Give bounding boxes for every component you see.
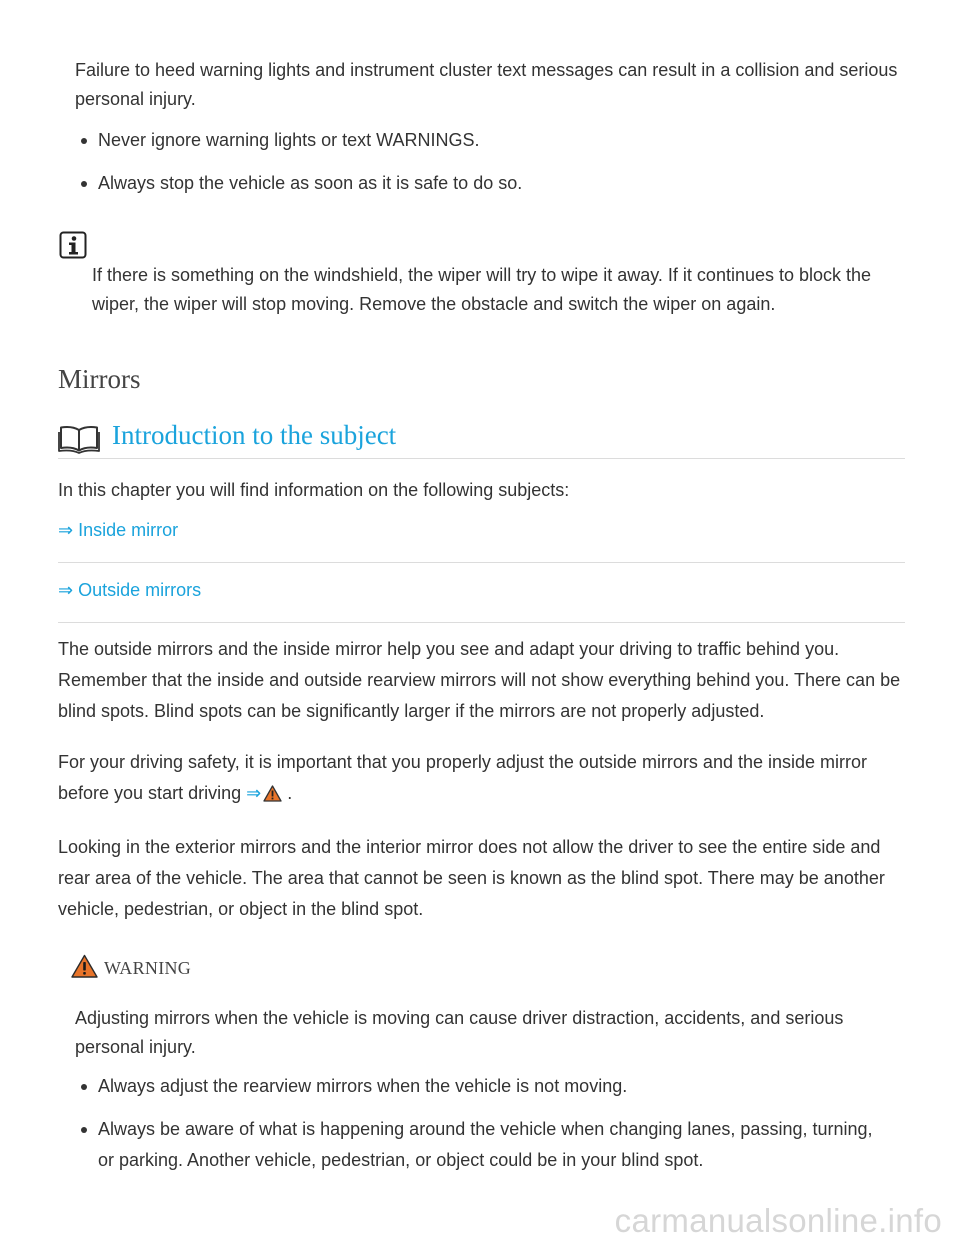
subtitle-row: [58, 420, 905, 459]
link-inside-mirror-row: [58, 520, 905, 563]
bullet-text: Always stop the vehicle as soon as it is safe to do so.: [98, 173, 523, 193]
note-text: If there is something on the windshield, the wiper will try to wipe it away. If it continues to block the wiper, the wiper will stop moving. Remove the obstacle and switch the wiper on again.: [92, 265, 872, 314]
bullet-text: Never ignore warning lights or text WARNINGS.: [98, 130, 480, 150]
bullet-text: Always be aware of what is happening around the vehicle when changing lanes, passing, turning, or parking. Another vehicle, pedestrian, or object could be in your blind spot.: [98, 1119, 873, 1170]
bullet-dot: [81, 1127, 87, 1133]
warning-body: Adjusting mirrors when the vehicle is moving can cause driver distraction, accidents, and serious personal injury.: [75, 1008, 844, 1057]
watermark: carmanualsonline.info: [614, 1202, 942, 1239]
paragraph-2: [58, 747, 908, 809]
link-inside-mirror[interactable]: [58, 520, 178, 540]
link-arrow: ⇒: [58, 520, 74, 540]
intro-text: In this chapter you will find information on the following subjects:: [58, 480, 570, 500]
book-icon: [58, 424, 100, 454]
link-label: Outside mirrors: [78, 580, 202, 600]
bullet-dot: [81, 1084, 87, 1090]
warning-triangle-icon: [71, 954, 98, 978]
warning-ref-link[interactable]: [246, 783, 282, 803]
warning-bullets: [75, 1071, 885, 1176]
list-item: [75, 125, 905, 156]
paragraph-2-text: For your driving safety, it is important that you properly adjust the outside mirrors and the inside mirror before you start driving: [58, 752, 868, 803]
bullet-dot: [81, 138, 87, 144]
bullet-dot: [81, 181, 87, 187]
link-outside-mirrors-row: [58, 580, 905, 623]
top-warning-bullets: [75, 125, 905, 199]
link-outside-mirrors[interactable]: [58, 580, 201, 600]
warning-triangle-icon: [263, 785, 282, 802]
bullet-text: Always adjust the rearview mirrors when the vehicle is not moving.: [98, 1076, 628, 1096]
link-arrow: ⇒: [58, 580, 74, 600]
list-item: [75, 168, 905, 199]
paragraph-2-end: .: [287, 783, 293, 803]
list-item: [75, 1114, 885, 1176]
subtitle: Introduction to the subject: [112, 420, 397, 450]
paragraph-3: Looking in the exterior mirrors and the interior mirror does not allow the driver to see the entire side and rear area of the vehicle. The area that cannot be seen is known as the blind spot. There may be another vehicle, pedestrian, or object in the blind spot.: [58, 837, 885, 919]
top-warning-body: Failure to heed warning lights and instrument cluster text messages can result in a collision and serious personal injury.: [75, 60, 898, 109]
warning-label: WARNING: [104, 958, 192, 978]
info-note-icon: [59, 231, 87, 259]
link-label: Inside mirror: [78, 520, 179, 540]
paragraph-1: The outside mirrors and the inside mirror help you see and adapt your driving to traffic behind you. Remember that the inside and outside rearview mirrors will not show everything behind you. There can be blind spots. Blind spots can be significantly larger if the mirrors are not properly adjusted.: [58, 639, 901, 721]
list-item: [75, 1071, 885, 1102]
section-title: Mirrors: [58, 364, 141, 394]
warning-ref-arrow: ⇒: [246, 783, 262, 803]
